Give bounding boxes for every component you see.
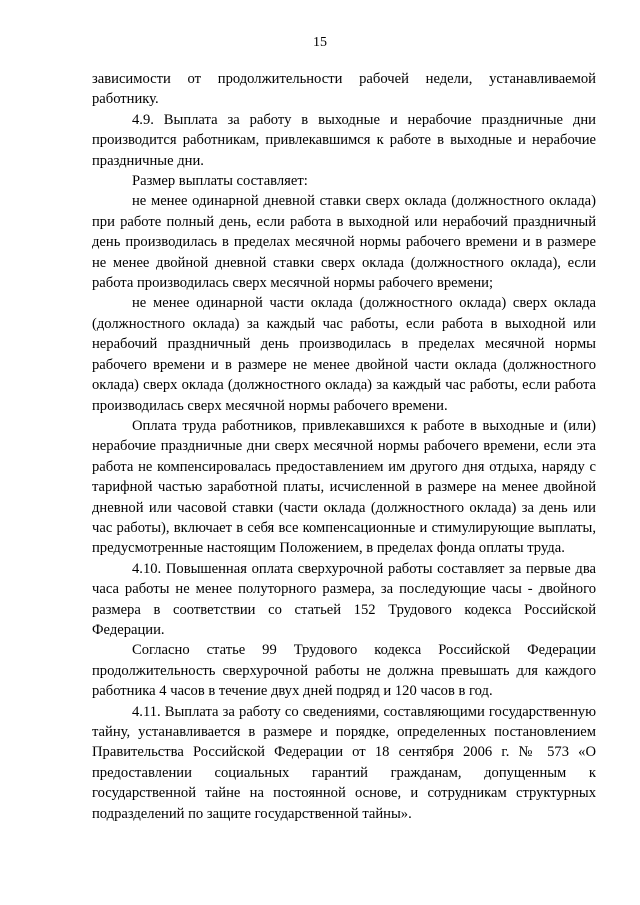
paragraph-hourly-rate: не менее одинарной части оклада (должностного оклада) сверх оклада (должностного оклада) за каждый час работы, если работа в выходной или нерабочий праздничный день производилась в пределах месячной нормы рабочего времени и в размере не менее двойной части оклада (должностного оклада) сверх оклада (должностного оклада) за каждый час работы, если работа производилась сверх месячной нормы рабочего времени.	[92, 295, 596, 414]
paragraph-4-11: 4.11. Выплата за работу со сведениями, составляющими государственную тайну, устанавливается в размере и порядке, определенных постановлением Правительства Российской Федерации от 18 сентября 2006 г. № 573 «О предоставлении социальных гарантий гражданам, допущенным к государственной тайне на постоянной основе, и сотрудникам структурных подразделений по защите государственной тайны».	[92, 703, 596, 822]
paragraph-4-10: 4.10. Повышенная оплата сверхурочной работы составляет за первые два часа работы не менее полуторного размера, за последующие часы - двойного размера в соответствии со статьей 152 Трудового кодекса Российской Федерации.	[92, 560, 596, 638]
document-body	[92, 69, 596, 824]
paragraph-daily-rate: не менее одинарной дневной ставки сверх оклада (должностного оклада) при работе полный день, если работа в выходной или нерабочий праздничный день производилась в пределах месячной нормы рабочего времени и в размере не менее двойной дневной ставки сверх оклада (должностного оклада), если работа производилась сверх месячной нормы рабочего времени;	[92, 193, 596, 292]
paragraph-labor-payment: Оплата труда работников, привлекавшихся к работе в выходные и (или) нерабочие праздничные дни сверх месячной нормы рабочего времени, если эта работа не компенсировалась предоставлением им другого дня отдыха, наряду с тарифной частью заработной платы, исчисленной в размере на менее двойной дневной или часовой ставки (части оклада (должностного оклада) за день или час работы), включает в себя все компенсационные и стимулирующие выплаты, предусмотренные настоящим Положением, в пределах фонда оплаты труда.	[92, 417, 596, 557]
paragraph-payment-size: Размер выплаты составляет:	[132, 173, 308, 190]
paragraph-4-9: 4.9. Выплата за работу в выходные и нерабочие праздничные дни производится работникам, привлекавшимся к работе в выходные и нерабочие праздничные дни.	[92, 111, 596, 169]
page-number: 15	[313, 35, 327, 50]
paragraph-article-99: Согласно статье 99 Трудового кодекса Российской Федерации продолжительность сверхурочной работы не должна превышать для каждого работника 4 часов в течение двух дней подряд и 120 часов в год.	[92, 642, 596, 700]
paragraph-continuation: зависимости от продолжительности рабочей недели, устанавливаемой работнику.	[92, 71, 596, 108]
